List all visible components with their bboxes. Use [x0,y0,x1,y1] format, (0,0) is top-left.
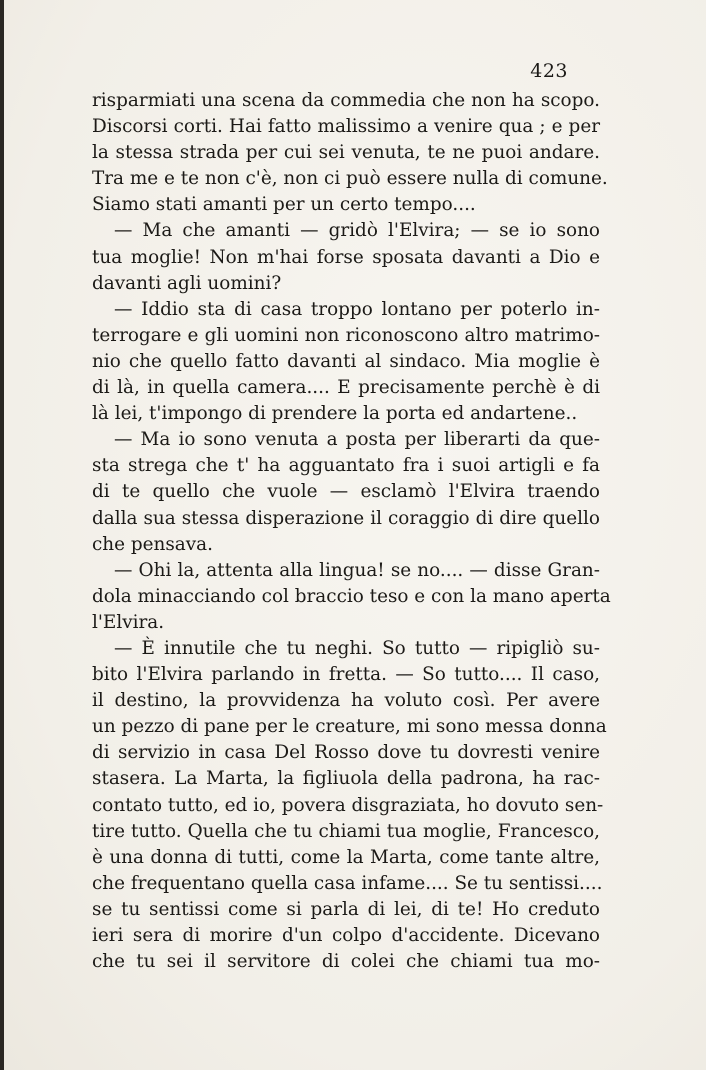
text-line: tire tutto. Quella che tu chiami tua moglie, Francesco, [92,820,600,842]
text-line: terrogare e gli uomini non riconoscono altro matrimo- [92,324,600,346]
text-line: risparmiati una scena da commedia che non ha scopo. [92,90,600,111]
text-line: contato tutto, ed io, povera disgraziata, ho dovuto sen- [92,794,604,816]
text-line: di te quello che vuole — esclamò l'Elvira traendo [92,481,600,503]
text-line: sta strega che t' ha agguantato fra i suoi artigli e fa [92,455,600,477]
text-line: là lei, t'impongo di prendere la porta ed andartene.. [92,403,578,425]
body-text [92,88,611,975]
page-number: 423 [530,60,568,82]
text-line: tua moglie! Non m'hai forse sposata davanti a Dio e [92,246,600,268]
text-line: di servizio in casa Del Rosso dove tu dovresti venire [92,742,600,764]
text-line: di là, in quella camera.... E precisamente perchè è di [92,377,600,399]
text-line: un pezzo di pane per le creature, mi sono messa donna [92,716,607,738]
text-line: davanti agli uomini? [92,272,282,294]
text-line: che frequentano quella casa infame.... Se tu sentissi.... [92,872,603,894]
text-line: Discorsi corti. Hai fatto malissimo a venire qua ; e per [92,116,600,138]
text-line: — È innutile che tu neghi. So tutto — ripigliò su- [114,637,600,659]
text-line: la stessa strada per cui sei venuta, te ne puoi andare. [92,142,600,164]
text-line: ieri sera di morire d'un colpo d'accidente. Dicevano [92,925,600,946]
text-line: — Ma che amanti — gridò l'Elvira; — se io sono [114,220,600,242]
text-line: che pensava. [92,533,213,555]
text-line: Tra me e te non c'è, non ci può essere nulla di comune. [92,168,608,190]
text-line: Siamo stati amanti per un certo tempo.... [92,194,476,216]
text-line: dalla sua stessa disperazione il coraggio di dire quello [92,507,600,529]
text-line: l'Elvira. [92,611,165,633]
text-line: — Iddio sta di casa troppo lontano per poterlo in- [114,298,600,320]
text-line: dola minacciando col braccio teso e con la mano aperta [92,585,611,607]
text-line: nio che quello fatto davanti al sindaco. Mia moglie è [92,350,600,372]
text-line: — Ma io sono venuta a posta per liberarti da que- [114,429,600,451]
text-line: è una donna di tutti, come la Marta, come tante altre, [92,846,600,868]
text-line: — Ohi la, attenta alla lingua! se no.... — disse Gran- [114,559,600,581]
text-line: stasera. La Marta, la figliuola della padrona, ha rac- [92,768,600,790]
text-line: il destino, la provvidenza ha voluto così. Per avere [92,690,600,712]
text-line: se tu sentissi come si parla di lei, di te! Ho creduto [92,898,600,920]
text-line: bito l'Elvira parlando in fretta. — So tutto.... Il caso, [92,664,600,686]
page-binding-edge [0,0,4,1070]
text-line: che tu sei il servitore di colei che chiami tua mo- [92,951,600,973]
